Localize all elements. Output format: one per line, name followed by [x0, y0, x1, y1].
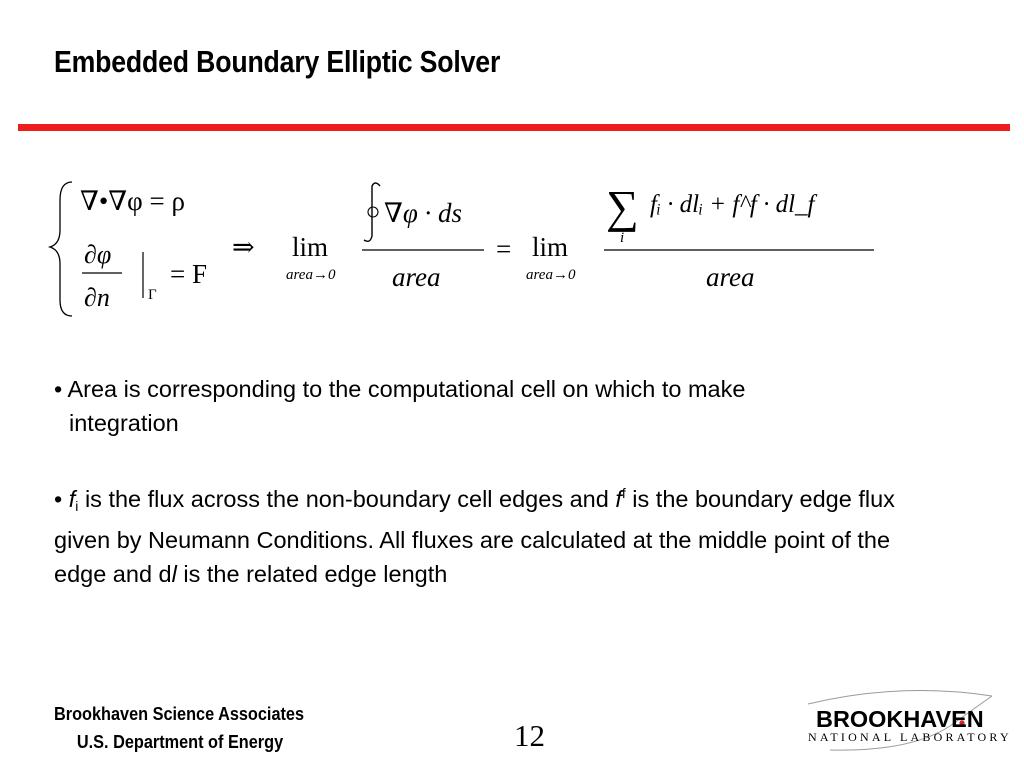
slide-title: Embedded Boundary Elliptic Solver — [54, 44, 501, 79]
footer-org — [54, 700, 304, 756]
sum-term: fᵢ · dlᵢ + f^f · dl_f — [650, 191, 815, 218]
system-brace — [50, 182, 72, 316]
logo-subtitle: NATIONAL LABORATORY — [808, 730, 1012, 744]
area-1: area — [392, 262, 441, 292]
system-line1: ∇•∇φ = ρ — [80, 186, 185, 216]
lim-1: lim — [292, 232, 329, 262]
equals: = — [496, 234, 512, 264]
brookhaven-logo — [800, 690, 1010, 760]
dphi: ∂φ — [84, 240, 112, 269]
boundary-gamma: Γ — [148, 287, 157, 303]
title-rule — [18, 124, 1010, 131]
integrand: ∇φ · ds — [384, 198, 463, 228]
area-2: area — [706, 262, 755, 292]
rhs-f: = F — [170, 259, 207, 289]
bullet-1: • Area is corresponding to the computational cell on which to make integration — [54, 376, 746, 436]
lim-sub-2: area→0 — [526, 267, 576, 283]
implies-arrow: ⇒ — [232, 232, 255, 262]
footer-org-line2: U.S. Department of Energy — [76, 731, 284, 752]
lim-sub-1: area→0 — [286, 267, 336, 283]
bullet-2: • $f_i$ is the flux across the non-boundary cell edges and $f^f$ is the boundary edge flux given by Neumann Conditions. All fluxes are calculated at the middle point of the edge and dl is the related edge length — [54, 485, 895, 587]
sum-sign: ∑ — [606, 181, 639, 232]
lim-2: lim — [532, 232, 569, 262]
footer-org-line1: Brookhaven Science Associates — [54, 703, 305, 724]
logo-wordmark: BROOKHAVEN — [816, 706, 984, 732]
equation — [40, 160, 940, 330]
sum-sub: i — [620, 230, 625, 246]
dn: ∂n — [84, 283, 110, 312]
page-number: 12 — [514, 718, 545, 753]
